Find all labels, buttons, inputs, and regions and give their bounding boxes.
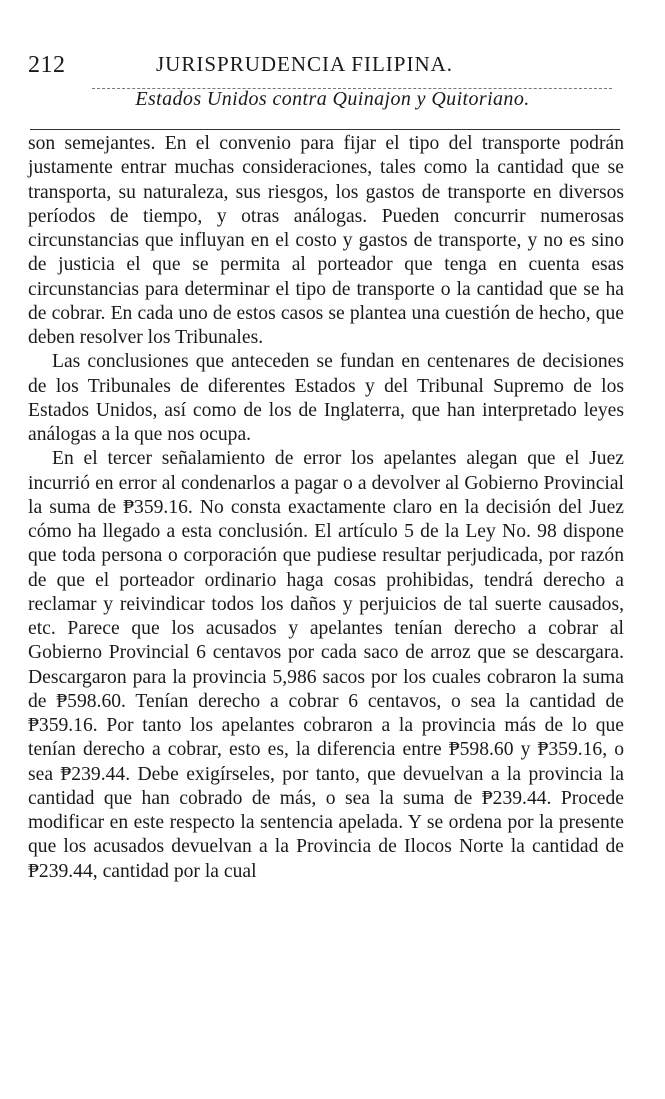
title-divider bbox=[30, 129, 620, 130]
body-text bbox=[28, 132, 624, 884]
case-title: Estados Unidos contra Quinajon y Quitoriano. bbox=[135, 88, 530, 110]
page-number: 212 bbox=[28, 52, 66, 78]
paragraph-continued: son semejantes. En el convenio para fijar el tipo del transporte podrán justamente entrar muchas consideraciones, tales como la cantidad que se transporta, su naturaleza, sus riesgos, los gastos de transporte en diversos períodos de tiempo, y otras análogas. Pueden concurrir numerosas circunstancias que influyan en el costo y gastos de transporte, y no es sino de justicia el que se permita al porteador que tenga en cuenta esas circunstancias para determinar el tipo de transporte o la cantidad que se ha de cobrar. En cada uno de estos casos se plantea una cuestión de hecho, que deben resolver los Tribunales. bbox=[28, 133, 624, 348]
page-header bbox=[28, 44, 628, 84]
running-title: JURISPRUDENCIA FILIPINA. bbox=[156, 52, 454, 76]
paragraph: Las conclusiones que anteceden se fundan en centenares de decisiones de los Tribunales de diferentes Estados y del Tribunal Supremo de los Estados Unidos, así como de los de Inglaterra, que han interpretado leyes análogas a la que nos ocupa. bbox=[28, 351, 624, 445]
paragraph: En el tercer señalamiento de error los apelantes alegan que el Juez incurrió en error al condenarlos a pagar o a devolver al Gobierno Provincial la suma de ₱359.16. No consta exactamente claro en la decisión del Juez cómo ha llegado a esta conclusión. El artículo 5 de la Ley No. 98 dispone que toda persona o corporación que pudiese resultar perjudicada, por razón de que el porteador ordinario haga cosas prohibidas, tendrá derecho a reclamar y reivindicar todos los daños y perjuicios de tal suerte causados, etc. Parece que los acusados y apelantes tenían derecho a cobrar al Gobierno Provincial 6 centavos por cada saco de arroz que se descargara. Descargaron para la provincia 5,986 sacos por los cuales cobraron la suma de ₱598.60. Tenían derecho a cobrar 6 centavos, o sea la cantidad de ₱359.16. Por tanto los apelantes cobraron a la provincia más de lo que tenían derecho a cobrar, esto es, la diferencia entre ₱598.60 y ₱359.16, o sea ₱239.44. Debe exigírseles, por tanto, que devuelvan a la provincia la cantidad que han cobrado de más, o sea la suma de ₱239.44. Procede modificar en este respecto la sentencia apelada. Y se ordena por la presente que los acusados devuelvan a la Provincia de Ilocos Norte la cantidad de ₱239.44, cantidad por la cual bbox=[28, 448, 624, 882]
